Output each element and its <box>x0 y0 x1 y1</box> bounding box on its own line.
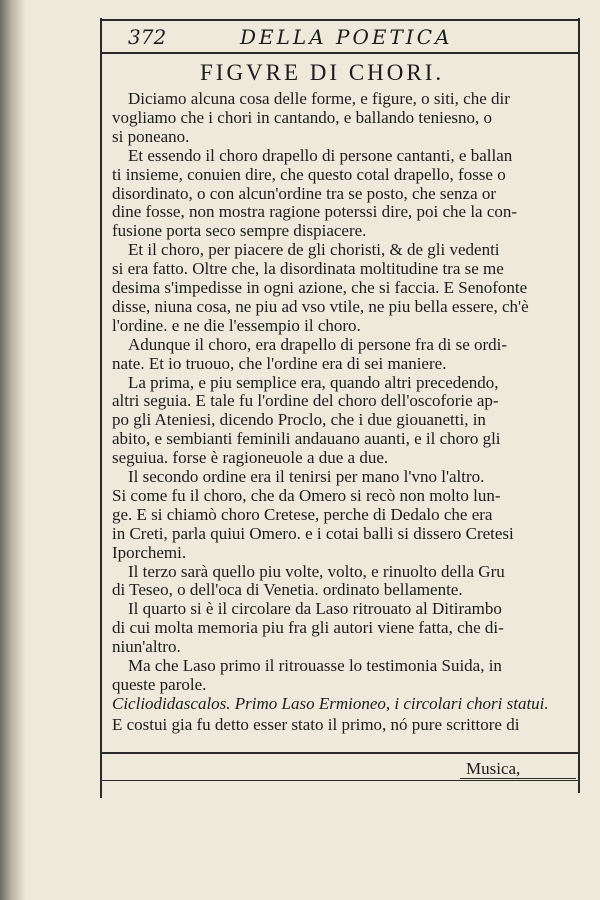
header-rule-top <box>100 19 580 21</box>
catchword-rule <box>460 778 576 779</box>
text-line: La prima, e piu semplice era, quando altri precedendo, <box>128 372 499 392</box>
frame-rule-left <box>100 18 102 798</box>
text-line: Et essendo il choro drapello di persone cantanti, e ballan <box>128 145 513 165</box>
text-line: fusione porta seco sempre dispiacere. <box>112 221 367 241</box>
page-number: 372 <box>128 25 167 49</box>
text-line: ti insieme, conuien dire, che questo cotal drapello, fosse o <box>112 164 506 184</box>
text-line: Diciamo alcuna cosa delle forme, e figure, o siti, che dir <box>128 89 510 108</box>
text-line: vogliamo che i chori in cantando, e ballando teniesno, o <box>112 107 493 127</box>
header-rule-bottom <box>100 52 580 54</box>
text-line: desima s'impedisse in ogni azione, che si faccia. E Senofonte <box>112 278 528 297</box>
section-title: FIGVRE DI CHORI. <box>200 60 445 85</box>
text-line: abito, e sembianti feminili andauano auanti, e il choro gli <box>112 429 501 449</box>
text-line: di Teseo, o dell'oca di Venetia. ordinato bellamente. <box>112 580 463 600</box>
running-head: DELLA POETICA <box>240 25 453 49</box>
frame-rule-right <box>578 18 580 793</box>
text-line: si poneano. <box>112 126 190 146</box>
text-line: ge. E si chiamò choro Cretese, perche di Dedalo che era <box>112 504 493 524</box>
text-line: Ma che Laso primo il ritrouasse lo testimonia Suida, in <box>128 656 502 675</box>
frame-rule-bottom <box>100 780 578 781</box>
text-line: po gli Ateniesi, dicendo Proclo, che i due giouanetti, in <box>112 410 486 430</box>
text-line: l'ordine. e ne die l'essempio il choro. <box>112 315 361 335</box>
text-line: Il quarto si è il circolare da Laso ritrouato al Ditirambo <box>128 599 502 619</box>
text-line: si era fatto. Oltre che, la disordinata moltitudine tra se me <box>112 259 504 279</box>
text-line: seguiua. forse è ragioneuole a due a due. <box>112 448 389 468</box>
catchword: Musica, <box>466 759 521 778</box>
text-line: dine fosse, non mostra ragione poterssi dire, poi che la con- <box>112 202 518 222</box>
text-line: nate. Et io truouo, che l'ordine era di sei maniere. <box>112 353 447 373</box>
footer-rule <box>100 752 580 754</box>
text-line: niun'altro. <box>112 637 181 657</box>
binding-shadow <box>0 0 26 900</box>
text-line: Et il choro, per piacere de gli choristi, & de gli vedenti <box>128 240 500 260</box>
text-line: disse, niuna cosa, ne piu ad vso vtile, ne piu bella essere, ch'è <box>112 296 529 316</box>
text-line: in Creti, parla quiui Omero. e i cotai balli si dissero Cretesi <box>112 523 514 543</box>
text-line: Iporchemi. <box>112 542 187 562</box>
text-line: Adunque il choro, era drapello di persone fra di se ordi- <box>128 334 508 354</box>
text-line: Cicliodidascalos. Primo Laso Ermioneo, i circolari chori statui. <box>112 693 549 713</box>
text-line: Il terzo sarà quello piu volte, volto, e rinuolto della Gru <box>128 561 505 581</box>
text-line: di cui molta memoria piu fra gli autori viene fatta, che di- <box>112 618 504 638</box>
text-line: E costui gia fu detto esser stato il primo, nó pure scrittore di <box>112 714 520 734</box>
text-line: Si come fu il choro, che da Omero si recò non molto lun- <box>112 485 501 505</box>
text-line: queste parole. <box>112 674 207 694</box>
text-line: altri seguia. E tale fu l'ordine del choro dell'oscoforie ap- <box>112 391 499 411</box>
text-line: Il secondo ordine era il tenirsi per mano l'vno l'altro. <box>128 467 485 486</box>
text-line: disordinato, o con alcun'ordine tra se posto, che senza or <box>112 183 497 203</box>
